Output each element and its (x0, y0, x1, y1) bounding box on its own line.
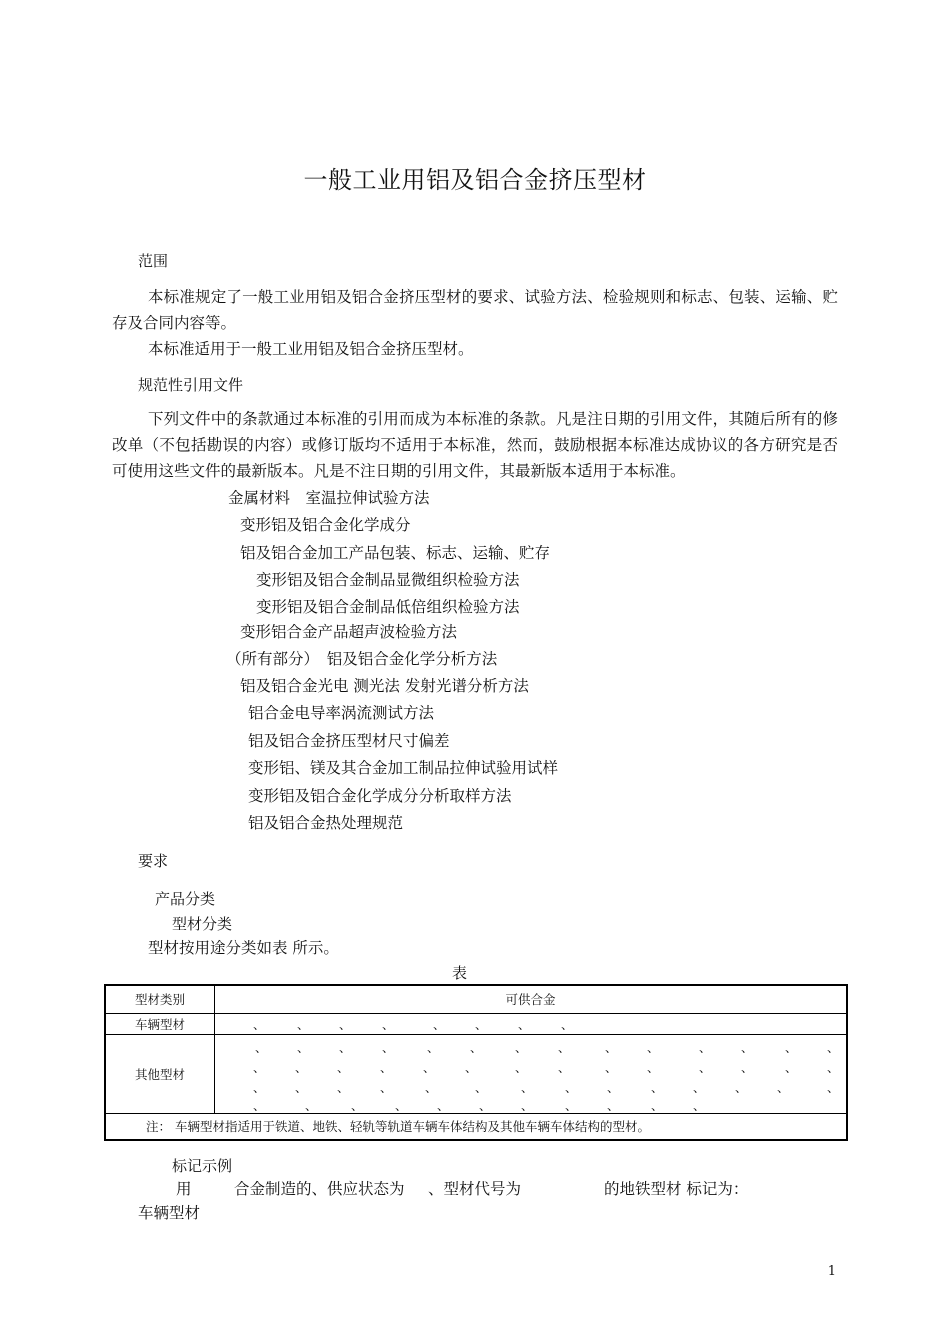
separator-mark: 、 (741, 1040, 754, 1055)
reference-item: 铝及铝合金热处理规范 (248, 814, 404, 832)
separator-mark: 、 (647, 1040, 660, 1055)
separator-mark: 、 (651, 1080, 664, 1095)
reference-item: 铝及铝合金光电 测光法 发射光谱分析方法 (240, 677, 529, 695)
marking-text-part-3: 、型材代号为 (428, 1180, 522, 1198)
separator-mark: 、 (339, 1040, 352, 1055)
separator-mark: 、 (827, 1060, 840, 1075)
table-caption: 表 (452, 964, 468, 982)
separator-mark: 、 (253, 1060, 266, 1075)
marking-text-part-4: 的地铁型材 标记为： (604, 1180, 749, 1198)
separator-mark: 、 (785, 1040, 798, 1055)
table-cell-other-profiles: 其他型材 (105, 1034, 215, 1113)
separator-mark: 、 (699, 1060, 712, 1075)
table-cell-other-alloys (215, 1034, 848, 1113)
separator-mark: 、 (651, 1098, 664, 1113)
reference-item: 变形铝及铝合金制品低倍组织检验方法 (256, 598, 520, 616)
separator-mark: 、 (253, 1098, 266, 1113)
separator-mark: 、 (785, 1060, 798, 1075)
marking-text-part-2: 合金制造的、供应状态为 (234, 1180, 405, 1198)
section-heading-scope: 范围 (138, 252, 169, 270)
table-row-note (105, 1113, 847, 1140)
marking-text-part-1: 用 (176, 1180, 192, 1198)
separator-mark: 、 (339, 1017, 352, 1032)
table-row-vehicle-profiles (105, 1013, 847, 1034)
separator-mark: 、 (465, 1060, 478, 1075)
separator-mark: 、 (305, 1098, 318, 1113)
table-note: 注： 车辆型材指适用于铁道、地铁、轻轨等轨道车辆车体结构及其他车辆车体结构的型材。 (105, 1113, 847, 1140)
separator-mark: 、 (521, 1080, 534, 1095)
section-heading-references: 规范性引用文件 (138, 376, 244, 394)
separator-mark: 、 (515, 1060, 528, 1075)
reference-item: 金属材料 室温拉伸试验方法 (228, 489, 430, 507)
separator-mark: 、 (351, 1098, 364, 1113)
reference-item: 变形铝及铝合金制品显微组织检验方法 (256, 571, 520, 589)
separator-mark: 、 (561, 1017, 574, 1032)
page-number: 1 (827, 1264, 836, 1279)
separator-mark: 、 (565, 1080, 578, 1095)
separator-mark: 、 (741, 1060, 754, 1075)
profile-classification-text: 型材按用途分类如表 所示。 (148, 939, 339, 957)
separator-marks-group (215, 1035, 846, 1113)
separator-mark: 、 (607, 1080, 620, 1095)
separator-mark: 、 (693, 1080, 706, 1095)
reference-item: 铝合金电导率涡流测试方法 (248, 704, 435, 722)
reference-item: 变形铝及铝合金化学成分 (240, 516, 411, 534)
separator-mark: 、 (295, 1060, 308, 1075)
document-title: 一般工业用铝及铝合金挤压型材 (303, 166, 647, 194)
separator-mark: 、 (337, 1060, 350, 1075)
table-row-other-profiles (105, 1034, 847, 1113)
separator-mark: 、 (297, 1017, 310, 1032)
subsection-heading-marking-example: 标记示例 (172, 1157, 233, 1175)
reference-item: 铝及铝合金挤压型材尺寸偏差 (248, 732, 450, 750)
table-header-row (105, 985, 847, 1013)
section-heading-requirements: 要求 (138, 852, 169, 870)
table-cell-vehicle-profiles: 车辆型材 (105, 1013, 215, 1034)
subsection-heading-profile-classification: 型材分类 (172, 915, 233, 933)
separator-mark: 、 (470, 1040, 483, 1055)
separator-mark: 、 (433, 1017, 446, 1032)
separator-mark: 、 (427, 1040, 440, 1055)
separator-mark: 、 (521, 1098, 534, 1113)
table-header-profile-category: 型材类别 (105, 985, 215, 1013)
separator-mark: 、 (475, 1017, 488, 1032)
separator-mark: 、 (337, 1080, 350, 1095)
separator-mark: 、 (253, 1017, 266, 1032)
separator-mark: 、 (647, 1060, 660, 1075)
separator-mark: 、 (827, 1040, 840, 1055)
marking-text-line-2: 车辆型材 (138, 1204, 201, 1222)
separator-mark: 、 (255, 1040, 268, 1055)
separator-mark: 、 (735, 1080, 748, 1095)
separator-mark: 、 (297, 1040, 310, 1055)
table-cell-vehicle-alloys (215, 1013, 848, 1034)
reference-item: 铝及铝合金加工产品包装、标志、运输、贮存 (240, 544, 551, 562)
separator-mark: 、 (437, 1098, 450, 1113)
separator-mark: 、 (253, 1080, 266, 1095)
table-header-available-alloys: 可供合金 (215, 985, 848, 1013)
scope-paragraph-1: 本标准规定了一般工业用铝及铝合金挤压型材的要求、试验方法、检验规则和标志、包装、运输、贮存及合同内容等。 (112, 288, 838, 332)
separator-mark: 、 (382, 1017, 395, 1032)
reference-item: （所有部分） 铝及铝合金化学分析方法 (226, 650, 498, 668)
separator-mark: 、 (475, 1080, 488, 1095)
reference-item: 变形铝、镁及其合金加工制品拉伸试验用试样 (248, 759, 559, 777)
separator-mark: 、 (558, 1060, 571, 1075)
separator-mark: 、 (425, 1080, 438, 1095)
separator-mark: 、 (518, 1017, 531, 1032)
separator-mark: 、 (827, 1080, 840, 1095)
separator-mark: 、 (607, 1098, 620, 1113)
separator-mark: 、 (565, 1098, 578, 1113)
alloy-classification-table (104, 984, 848, 1141)
separator-mark: 、 (423, 1060, 436, 1075)
references-paragraph: 下列文件中的条款通过本标准的引用而成为本标准的条款。凡是注日期的引用文件，其随后所有的修改单（不包括勘误的内容）或修订版均不适用于本标准，然而，鼓励根据本标准达成协议的各方研究是否可使用这些文件的最新版本。凡是不注日期的引用文件，其最新版本适用于本标准。 (112, 410, 838, 480)
separator-mark: 、 (395, 1098, 408, 1113)
separator-mark: 、 (605, 1060, 618, 1075)
scope-paragraph-2: 本标准适用于一般工业用铝及铝合金挤压型材。 (148, 340, 474, 358)
separator-mark: 、 (777, 1080, 790, 1095)
separator-mark: 、 (295, 1080, 308, 1095)
separator-mark: 、 (699, 1040, 712, 1055)
separator-mark: 、 (479, 1098, 492, 1113)
separator-mark: 、 (693, 1098, 706, 1113)
separator-mark: 、 (558, 1040, 571, 1055)
reference-item: 变形铝及铝合金化学成分分析取样方法 (248, 787, 512, 805)
separator-mark: 、 (380, 1060, 393, 1075)
separator-mark: 、 (380, 1080, 393, 1095)
separator-mark: 、 (382, 1040, 395, 1055)
separator-mark: 、 (515, 1040, 528, 1055)
separator-mark: 、 (605, 1040, 618, 1055)
reference-item: 变形铝合金产品超声波检验方法 (240, 623, 458, 641)
subsection-heading-product-classification: 产品分类 (155, 890, 216, 908)
